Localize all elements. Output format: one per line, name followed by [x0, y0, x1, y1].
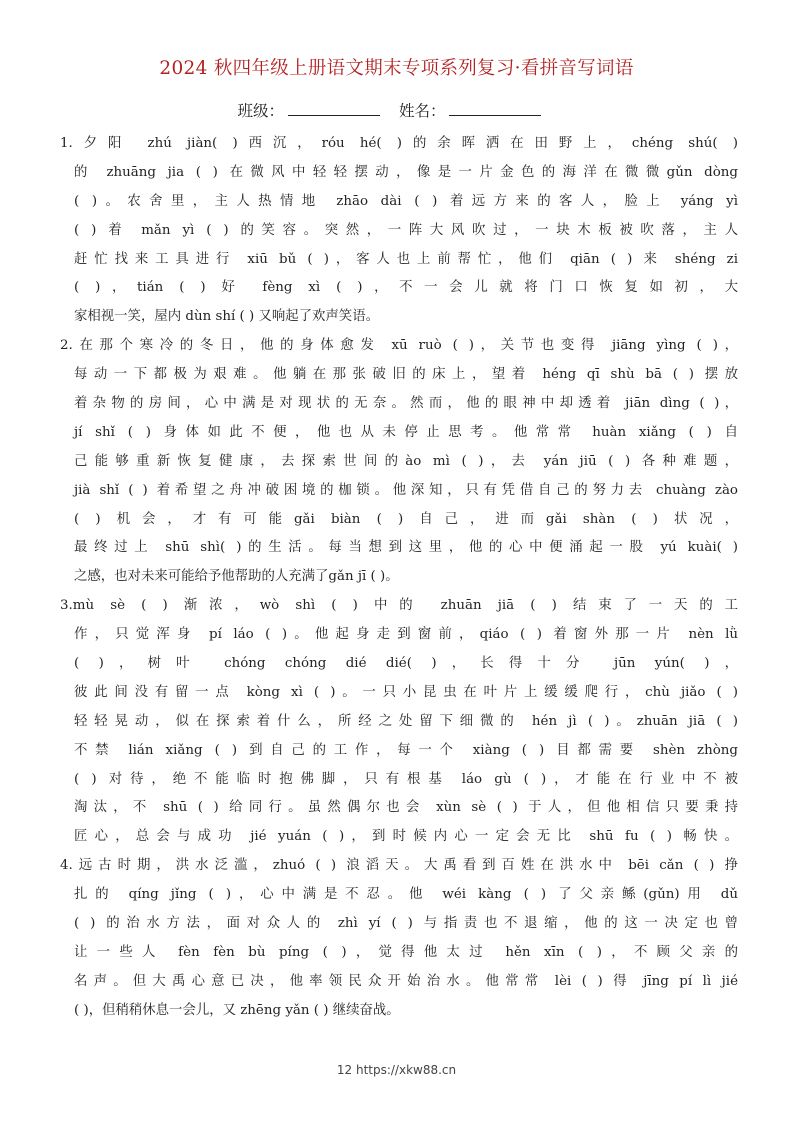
- class-blank: [288, 101, 380, 116]
- page-footer: 12 https://xkw88.cn: [336, 1063, 457, 1077]
- exercise-line: 作，只觉浑身 pí láo ( )。他起身走到窗前，qiáo ( ) 着窗外那一片 nèn lǜ: [74, 627, 738, 643]
- exercise-line: 赶忙找来工具进行 xiū bǔ ( )，客人也上前帮忙，他们 qiān ( ) 来 shéng zi: [74, 251, 738, 267]
- exercise-line: 淘汰，不 shū ( ) 给同行。虽然偶尔也会 xùn sè ( ) 于人，但他相信只要秉持: [74, 800, 738, 816]
- exercise-line: ( )，树叶 chóng chóng dié dié( )，长得十分 jūn yún( )，: [74, 656, 738, 672]
- exercise-line: jí shǐ ( ) 身体如此不便，他也从未停止思考。他常常 huàn xiǎng ( ) 自: [74, 424, 738, 440]
- exercise-line: ( ) 着 mǎn yì ( ) 的笑容。突然，一阵大风吹过，一块木板被吹落，主人: [74, 222, 738, 238]
- student-info: [0, 99, 793, 121]
- exercise-line: 最终过上 shū shì( )的生活。每当想到这里，他的心中便涌起一股 yú kuài( ): [74, 540, 738, 556]
- name-label: 姓名：: [398, 102, 446, 120]
- exercise-body: [60, 130, 738, 1026]
- exercise-line: 名声。但大禹心意已决，他率领民众开始治水。他常常 lèi ( ) 得 jīng pí lì jié: [74, 973, 738, 989]
- exercise-line: 己能够重新恢复健康，去探索世间的ào mì ( )，去 yán jiū ( ) 各种难题，: [74, 453, 738, 469]
- exercise-line: 3.mù sè ( ) 渐浓，wò shì ( ) 中的 zhuān jiā ( ) 结束了一天的工: [60, 598, 738, 614]
- exercise-line: jià shǐ ( ) 着希望之舟冲破困境的枷锁。他深知，只有凭借自己的努力去 chuàng zào: [74, 482, 738, 498]
- exercise-line: ( ) 对待，绝不能临时抱佛脚，只有根基 láo gù ( )，才能在行业中不被: [74, 771, 738, 787]
- exercise-line: 每动一下都极为艰难。他躺在那张破旧的床上，望着 héng qī shù bā ( ) 摆放: [74, 367, 738, 383]
- exercise-line: 轻轻晃动，似在探索着什么，所经之处留下细微的 hén jì ( )。zhuān jiā ( ): [74, 713, 738, 729]
- exercise-line: ( ) 机会，才有可能gǎi biàn ( ) 自己，进而gǎi shàn ( ) 状况，: [74, 511, 738, 527]
- exercise-line: 彼此间没有留一点 kòng xì ( )。一只小昆虫在叶片上缓缓爬行，chù jiǎo ( ): [74, 684, 738, 700]
- exercise-line: 不禁 lián xiǎng ( ) 到自己的工作，每一个 xiàng ( ) 目都需要 shèn zhòng: [74, 742, 738, 758]
- exercise-line: ( ) 的治水方法，面对众人的 zhì yí ( ) 与指责也不退缩，他的这一决定也曾: [74, 916, 738, 932]
- exercise-line: 2.在那个寒冷的冬日，他的身体愈发 xū ruò ( )，关节也变得 jiāng yìng ( )，: [60, 338, 738, 354]
- exercise-line: ( )，但稍稍休息一会儿，又 zhēng yǎn ( ) 继续奋战。: [74, 1002, 400, 1018]
- exercise-line: 家相视一笑，屋内 dùn shí ( ) 又响起了欢声笑语。: [74, 309, 379, 325]
- exercise-line: 匠心，总会与成功 jié yuán ( )，到时候内心一定会无比 shū fu ( ) 畅快。: [74, 829, 738, 845]
- exercise-line: ( )，tián ( ) 好 fèng xì ( )，不一会儿就将门口恢复如初，大: [74, 280, 738, 296]
- exercise-line: 1.夕阳 zhú jiàn( )西沉，róu hé( )的余晖洒在田野上，chéng shú( ): [60, 136, 738, 151]
- exercise-line: 着杂物的房间，心中满是对现状的无奈。然而，他的眼神中却透着 jiān dìng ( )，: [74, 396, 738, 412]
- name-blank: [449, 101, 541, 116]
- exercise-line: 让一些人 fèn fèn bù píng ( )，觉得他太过 hěn xīn ( )，不顾父亲的: [74, 944, 738, 960]
- exercise-line: 的 zhuāng jia ( ) 在微风中轻轻摆动，像是一片金色的海洋在微微gǔn dòng: [74, 164, 738, 180]
- page-title: 2024 秋四年级上册语文期末专项系列复习·看拼音写词语: [159, 58, 634, 79]
- exercise-line: 之感，也对未来可能给予他帮助的人充满了gǎn jī ( )。: [74, 569, 399, 585]
- exercise-line: 扎的 qíng jǐng ( )，心中满是不忍。他 wéi kàng ( ) 了父亲鲧(gǔn)用 dǔ: [74, 887, 738, 903]
- class-label: 班级：: [237, 102, 285, 120]
- exercise-line: ( )。农舍里，主人热情地 zhāo dài ( ) 着远方来的客人，脸上 yáng yì: [74, 193, 738, 209]
- exercise-line: 4.远古时期，洪水泛滥，zhuó ( ) 浪滔天。大禹看到百姓在洪水中 bēi cǎn ( ) 挣: [60, 858, 738, 874]
